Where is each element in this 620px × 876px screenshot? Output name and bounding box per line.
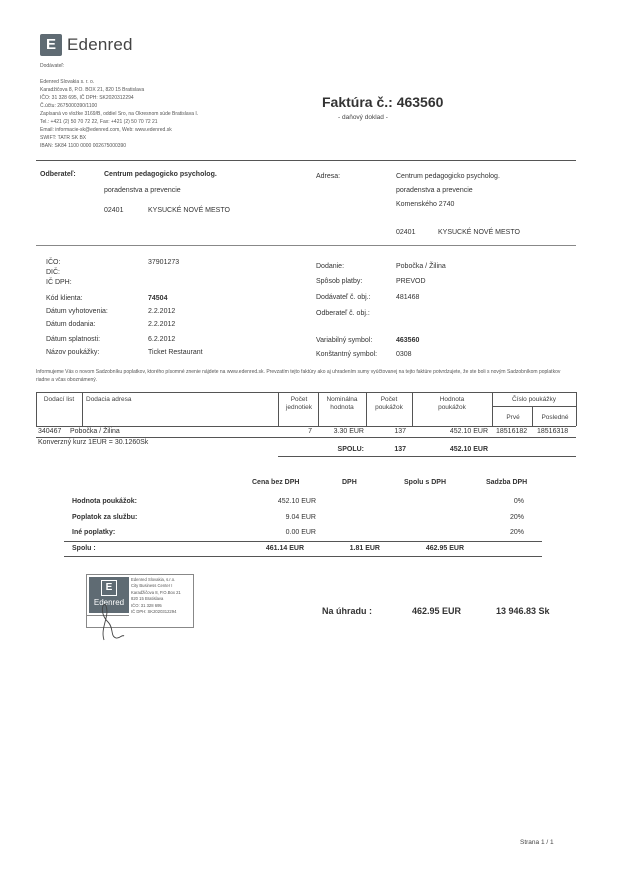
- cell-last: 18516318: [537, 428, 569, 435]
- customer-name-2: poradenstva a prevencie: [104, 187, 181, 194]
- detail-value: Pobočka / Žilina: [396, 263, 446, 270]
- customer-label: Odberateľ:: [40, 171, 76, 178]
- detail-value: 2.2.2012: [148, 308, 176, 315]
- invoice-title: Faktúra č.: 463560: [322, 94, 444, 110]
- page-number: Strana 1 / 1: [520, 839, 554, 846]
- summary-total-label: Spolu :: [72, 545, 96, 552]
- summary-total-vat: 1.81 EUR: [349, 545, 380, 552]
- detail-label: DIČ:: [46, 269, 60, 276]
- col-delivery-list: Dodací list: [43, 396, 75, 403]
- customer-zip: 02401: [104, 207, 124, 214]
- table-border: [492, 406, 576, 407]
- summary-net: 452.10 EUR: [277, 498, 316, 505]
- edenred-logo: [40, 34, 133, 56]
- address-name: Centrum pedagogicko psycholog.: [396, 173, 500, 180]
- client-code-value: 74504: [148, 295, 168, 302]
- supplier-line: Tel.: +421 (2) 50 70 72 22, Fax: +421 (2) 50 70 72 21: [40, 119, 158, 125]
- supplier-line: IBAN: SK84 1100 0000 002675000390: [40, 143, 127, 149]
- edenred-logo-text: Edenred: [67, 35, 133, 54]
- summary-net: 0.00 EUR: [285, 529, 316, 536]
- summary-rate: 20%: [509, 529, 524, 536]
- supplier-line: Zapísaná vo vložke 3169/B, oddiel Sro, na Okresnom súde Bratislava I.: [40, 111, 199, 117]
- stamp-brand: Edenred: [93, 598, 125, 607]
- detail-label: Názov poukážky:: [46, 349, 100, 356]
- stamp-line: IČ DPH: SK2020312294: [131, 609, 177, 615]
- supplier-line: Edenred Slovakia s. r. o.: [40, 79, 95, 85]
- variable-symbol-value: 463560: [396, 337, 420, 344]
- summary-bottom: [64, 556, 542, 557]
- address-name-2: poradenstva a prevencie: [396, 187, 473, 194]
- detail-label: Kód klienta:: [46, 295, 83, 302]
- col-voucher-number: Číslo poukážky: [511, 396, 557, 403]
- detail-label: Dátum dodania:: [46, 321, 96, 328]
- detail-value: 481468: [396, 294, 420, 301]
- stamp-line: Karadžičova 8, P.O.Box 21: [131, 589, 181, 595]
- customer-city: KYSUCKÉ NOVÉ MESTO: [148, 207, 230, 214]
- payment-label: Na úhradu :: [322, 606, 373, 616]
- cell-list: 340467: [38, 428, 62, 435]
- table-border: [318, 392, 319, 426]
- cell-nominal: 3.30 EUR: [333, 428, 364, 435]
- detail-label: IČO:: [46, 259, 61, 266]
- customer-name: Centrum pedagogicko psycholog.: [104, 171, 217, 178]
- table-border: [492, 392, 493, 426]
- detail-label: Dodanie:: [316, 263, 345, 270]
- cell-value: 452.10 EUR: [449, 428, 488, 435]
- col-units: Počet jednotiek: [285, 396, 313, 411]
- summary-label: Poplatok za službu:: [72, 514, 138, 521]
- detail-value: 2.2.2012: [148, 321, 176, 328]
- fee-notice: Informujeme Vás o novom Sadzobníku poplatkov, ktorého písomné znenie nájdete na www.edenred.sk. Prevzatím tejto faktúry ako aj uhradením sumy vyúčtovanej na tejto faktúre potvrdzujete, že ste boli s novým Sadzobníkom poplatkov riadne a včas oboznámený.: [36, 369, 561, 383]
- detail-label: Dátum splatnosti:: [46, 336, 101, 343]
- summary-col-vat: DPH: [342, 479, 357, 486]
- cell-units: 7: [308, 428, 312, 435]
- detail-value: PREVOD: [396, 278, 426, 285]
- table-border: [576, 392, 577, 426]
- supplier-line: Č.účtu: 2675000390/1100: [40, 103, 98, 109]
- invoice-subtitle: - daňový doklad -: [338, 114, 388, 121]
- header-divider: [36, 160, 576, 161]
- detail-value: 37901273: [148, 259, 180, 266]
- cell-address: Pobočka / Žilina: [70, 428, 120, 435]
- address-city: KYSUCKÉ NOVÉ MESTO: [438, 229, 520, 236]
- summary-col-net: Cena bez DPH: [252, 479, 300, 486]
- cell-vouchers: 137: [394, 428, 406, 435]
- total-label: SPOLU:: [337, 446, 364, 453]
- detail-label: Dátum vyhotovenia:: [46, 308, 108, 315]
- conversion-rate: Konverzný kurz 1EUR = 30.1260Sk: [38, 439, 149, 446]
- total-value: 452.10 EUR: [449, 446, 488, 453]
- col-nominal: Nominálna hodnota: [326, 396, 358, 411]
- address-label: Adresa:: [316, 173, 341, 180]
- summary-total-gross: 462.95 EUR: [425, 545, 464, 552]
- detail-label: Spôsob platby:: [316, 278, 363, 285]
- detail-label: Dodávateľ č. obj.:: [316, 294, 371, 301]
- stamp-line: Edenred Slovakia, s.r.o.: [131, 577, 176, 582]
- summary-total-net: 461.14 EUR: [265, 545, 304, 552]
- detail-label: Variabilný symbol:: [316, 337, 373, 344]
- summary-rate: 0%: [513, 498, 524, 505]
- address-street: Komenského 2740: [396, 201, 455, 208]
- supplier-line: SWIFT: TATR SK BX: [40, 135, 87, 141]
- signature: [96, 598, 136, 644]
- customer-divider: [36, 245, 576, 246]
- table-border: [532, 406, 533, 426]
- stamp-line: City Business Center I: [131, 583, 173, 589]
- summary-label: Hodnota poukážok:: [72, 498, 137, 505]
- summary-net: 9.04 EUR: [285, 514, 316, 521]
- summary-divider: [64, 541, 542, 542]
- payment-sk: 13 946.83 Sk: [496, 606, 550, 616]
- table-border: [36, 392, 37, 426]
- stamp-logo-icon: E: [101, 580, 117, 596]
- detail-value: 6.2.2012: [148, 336, 176, 343]
- supplier-line: IČO: 31 328 695, IČ DPH: SK2020312294: [40, 95, 134, 101]
- stamp-line: IČO: 31 328 695: [131, 602, 162, 608]
- total-vouchers: 137: [394, 446, 406, 453]
- stamp-text: [131, 577, 181, 615]
- summary-col-rate: Sadzba DPH: [486, 479, 528, 486]
- table-top-border: [36, 392, 576, 393]
- stamp-line: 820 15 Bratislava: [131, 596, 164, 602]
- invoice-number: 463560: [396, 94, 444, 110]
- summary-col-gross: Spolu s DPH: [404, 479, 447, 486]
- edenred-logo-icon: E: [40, 34, 62, 56]
- address-zip: 02401: [396, 229, 416, 236]
- table-border: [412, 392, 413, 426]
- summary-label: Iné poplatky:: [72, 529, 116, 536]
- summary-rate: 20%: [509, 514, 524, 521]
- table-border: [278, 392, 279, 426]
- detail-value: Ticket Restaurant: [148, 349, 203, 356]
- supplier-block: [40, 78, 198, 150]
- col-last: Posledné: [541, 414, 569, 421]
- payment-eur: 462.95 EUR: [412, 606, 462, 616]
- cell-first: 18516182: [496, 428, 528, 435]
- table-border: [366, 392, 367, 426]
- detail-label: IČ DPH:: [46, 279, 72, 286]
- detail-label: Konštantný symbol:: [316, 351, 378, 358]
- col-value: Hodnota poukážok: [438, 396, 466, 411]
- col-vouchers: Počet poukážok: [375, 396, 403, 411]
- supplier-label: Dodávateľ:: [40, 63, 65, 69]
- table-border: [82, 392, 83, 426]
- detail-value: 0308: [396, 351, 412, 358]
- col-first: Prvé: [506, 414, 520, 421]
- detail-label: Odberateľ č. obj.:: [316, 310, 370, 317]
- supplier-line: Email: informacie-sk@edenred.com, Web: www.edenred.sk: [40, 127, 172, 133]
- supplier-line: Karadžičova 8, P.O. BOX 21, 820 15 Bratislava: [40, 87, 145, 93]
- total-underline: [278, 456, 576, 457]
- col-delivery-address: Dodacia adresa: [86, 396, 132, 403]
